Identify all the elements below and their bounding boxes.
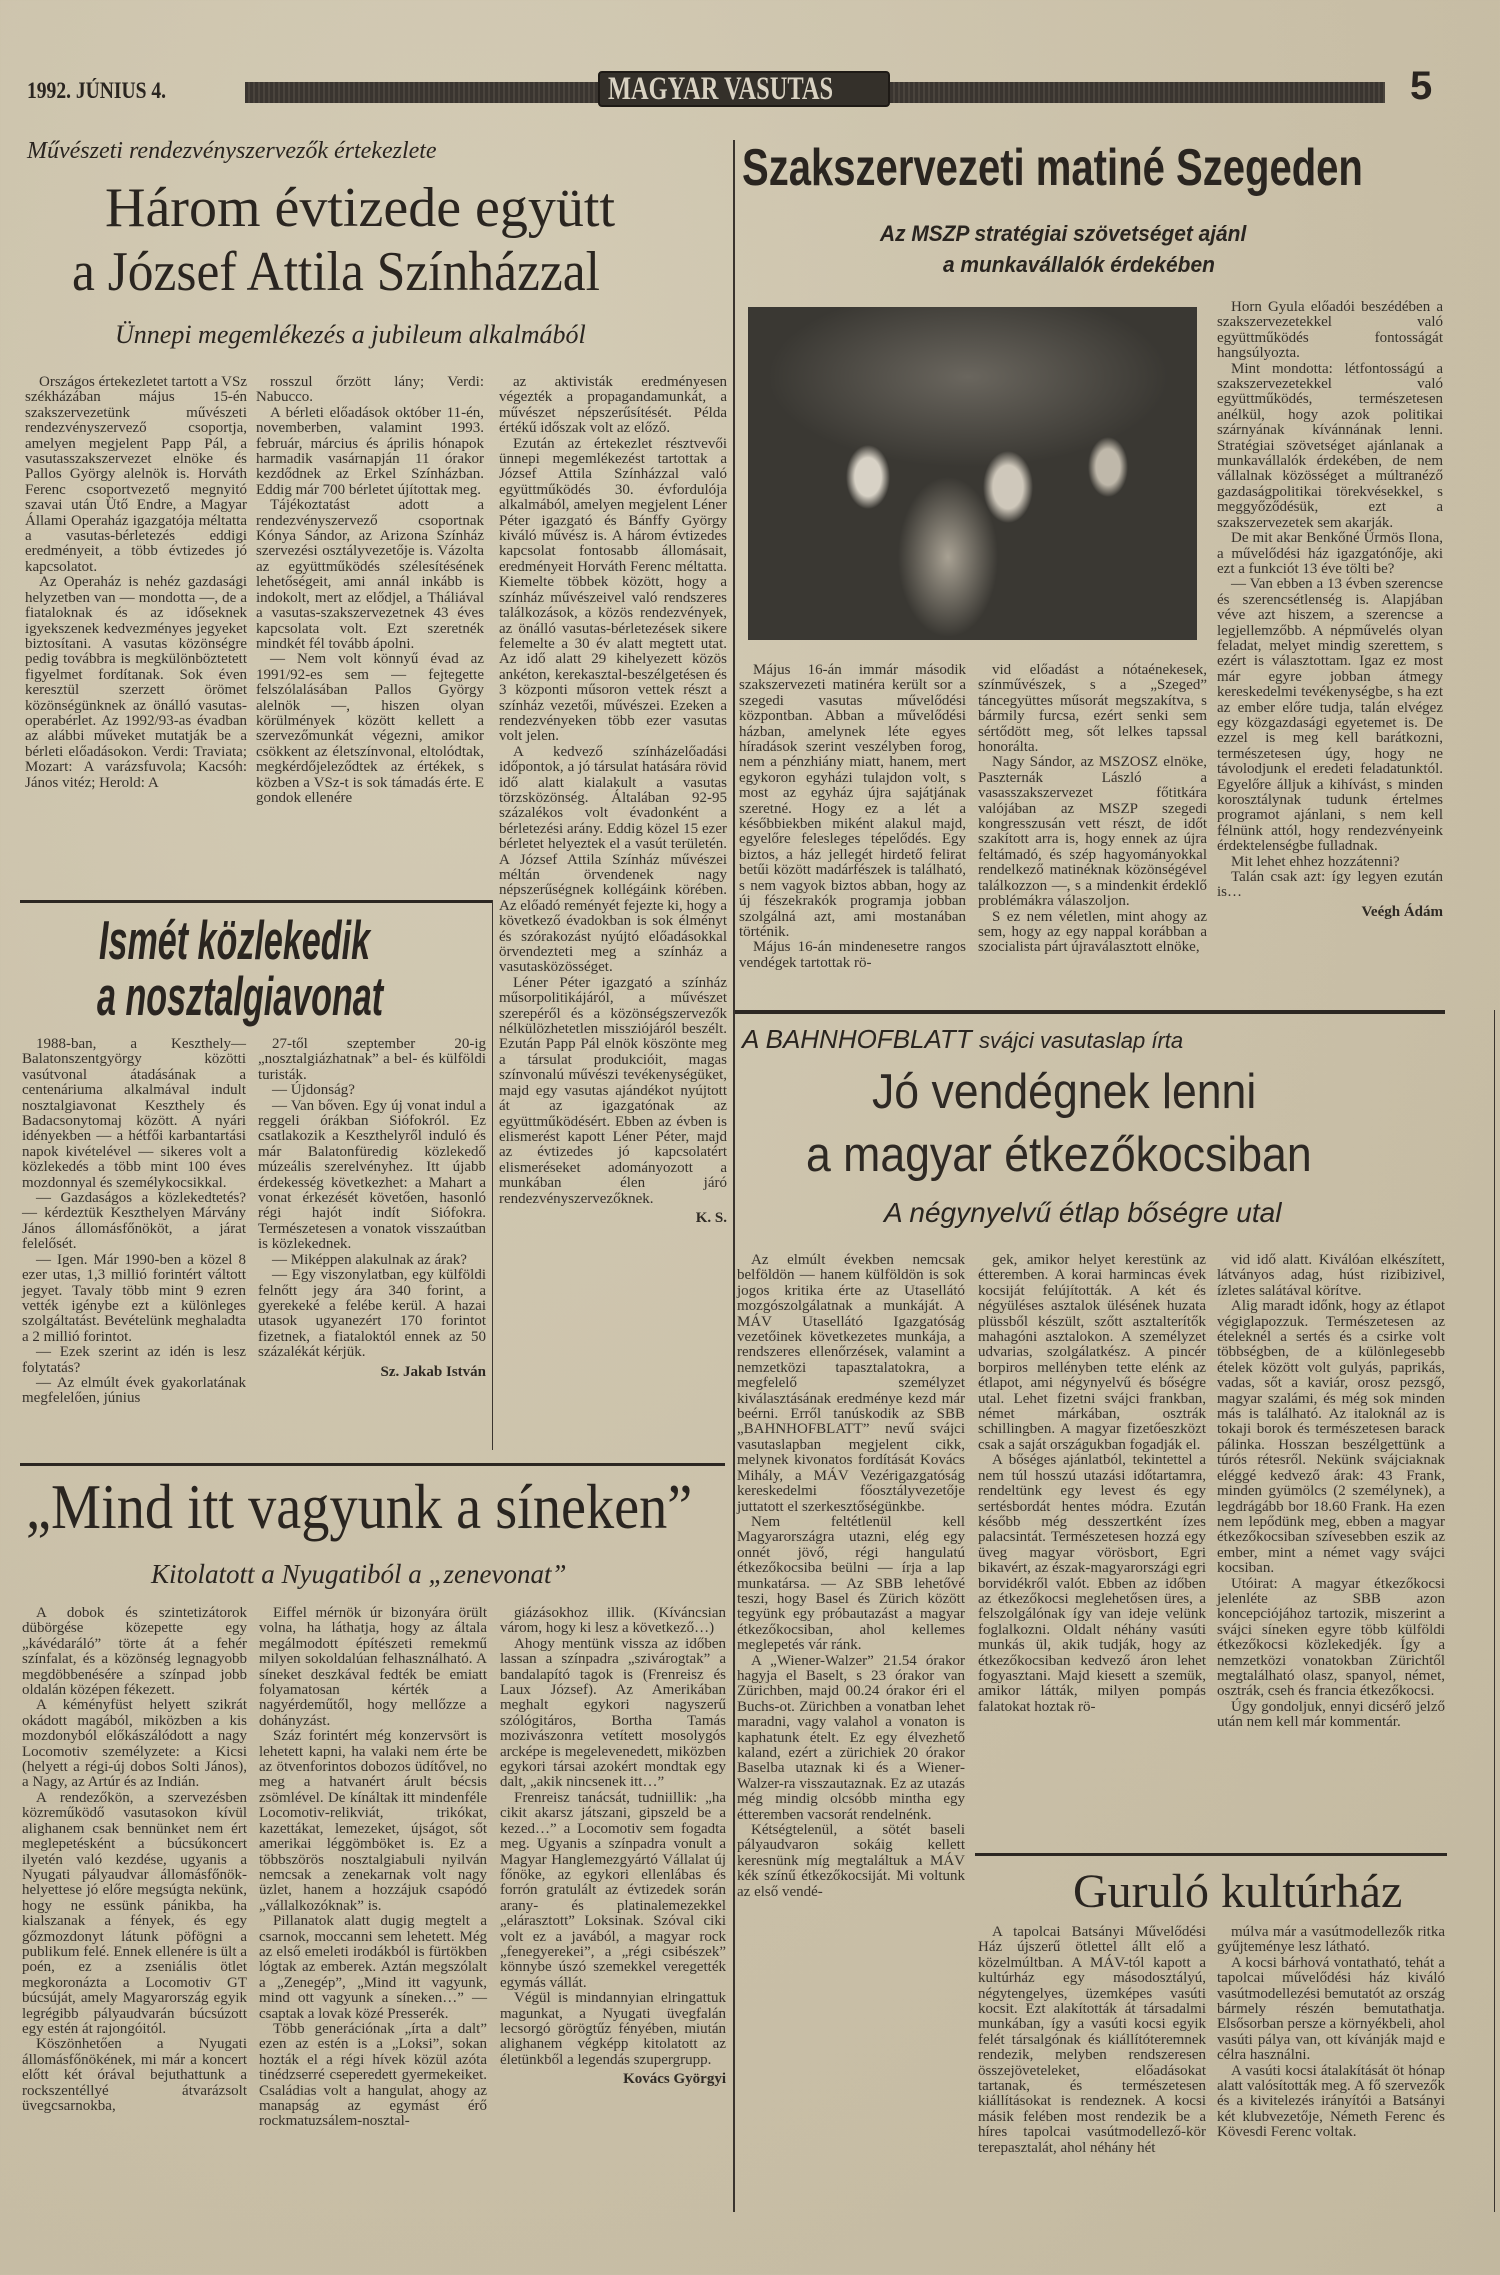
article-column — [25, 375, 247, 791]
masthead-band-right — [890, 82, 1385, 103]
divider — [733, 1010, 1445, 1014]
headline-text: „Mind itt vagyunk a síneken” — [26, 1471, 693, 1542]
paragraph: A tapolcai Batsányi Művelődési Ház újszerű ötlettel állt elő a közelmúltban. A MÁV-tól kapott a kultúrház egy másodosztályú, négytengelyes, üzemképes vasúti kocsit. Ezt alakították át társadalmi munkában, így a vasúti kocsi egyik felét társalgónak és kiállítóteremnek rendezik, melyben rendszeresen összejöveteleket, előadásokat tartanak, és természetesen kiállításokat is rendeznek. A kocsi másik felében most rendezik be a híres tapolcai vasútmodellező-kör terepasztalát, ahol néhány hét — [978, 1924, 1206, 2156]
paragraph: az aktivisták eredményesen végezték a propagandamunkát, a művészet népszerűsítését. Példa értékű időszak volt az előző. — [499, 374, 727, 437]
paragraph: Léner Péter igazgató a színház műsorpolitikájáról, a művészet szerepéről és a közönségszervezők nélkülözhetetlen missziójáról beszélt. Ezután Papp Pál elnök köszönte meg a társulat produkcióit, magas színvonalú művészi tevékenységüket, majd egy vasutas ajándékot nyújtott át az igazgatónak az együttműködésért. Ebben az évben is elismerést kapott Léner Péter, majd az évtizedes jó kapcsolatért elismeréseket adományozott a munkában élen járó rendezvényszervezőknek. — [499, 974, 727, 1207]
paragraph: Pillanatok alatt dugig megtelt a csarnok, moccanni sem lehetett. Még az első emeleti irodákból is fürtökben lógtak az emberek. Aztán megszólalt a „Zenegép”, „Mind itt vagyunk, mind ott vagyunk a síneken…” — csaptak a lovak közé Presserék. — [259, 1913, 487, 2022]
article-column — [1217, 1253, 1445, 1731]
subtitle: Kitolatott a Nyugatiból a „zenevonat” — [151, 1559, 567, 1589]
paragraph: — Nem volt könnyű évad az 1991/92-es sem — fejtegette felszólalásában Pallos György alelnök —, hiszen olyan körülmények között kellett a szervezőmunkát végezni, amikor csökkent az életszínvonal, eltolódtak, megkérdőjeleződtek az értékek, s közben a VSz-t is sok támadás érte. E gondok ellenére — [256, 651, 484, 806]
paragraph: Eiffel mérnök úr bizonyára örült volna, ha láthatja, hogy az általa megálmodott építészeti remekmű milyen sokoldalúan felhasználható. A síneket deszkával fedték be emiatt folyamatosan kérték a nagyérdeműtől, hogy mellőzze a dohányzást. — [259, 1605, 487, 1729]
newspaper-logo-text: MAGYAR VASUTAS — [608, 71, 834, 107]
paragraph: vid idő alatt. Kiválóan elkészített, látványos adag, húst rizibizivel, ízletes salátával körítve. — [1217, 1252, 1445, 1299]
headline-line: a nosztalgiavonat — [97, 965, 384, 1027]
article-column — [978, 1925, 1206, 2156]
paragraph: Ezután az értekezlet résztvevői ünnepi megemlékezést tartottak a József Attila Színházzal való együttműködés 30. évfordulója alkalmából, amelyen megjelent Léner Péter igazgató és Bánffy György kiváló művész is. A három évtizedes kapcsolat fontosabb állomásait, eredményeit Horváth Ferenc méltatta. Kiemelte többek között, hogy a színház művészeivel való rendszeres találkozások, a közös rendezvények, az önálló vasutas-bérletezések sikere felemelte a 30 év alatt megtett utat. Az idő alatt 29 kihelyezett közös ankéton, kerekasztal-beszélgetésen és 3 központi műsoron vettek részt a színház vezetői, művészei. Ezeken a rendezvényeken több ezer vasutas volt jelen. — [499, 435, 727, 745]
article-column — [978, 663, 1207, 956]
kicker — [742, 1024, 1183, 1056]
byline: Sz. Jakab István — [380, 1363, 486, 1380]
column-divider — [733, 1010, 735, 2212]
headline-line: a József Attila Színházzal — [72, 241, 600, 303]
paragraph: Köszönhetően a Nyugati állomásfőnökének, mi már a koncert előtt két órával bejuthattunk a rockszentéllyé átvarázsolt üvegcsarnokba, — [22, 2036, 247, 2114]
headline-text: Szakszervezeti matiné Szegeden — [742, 139, 1363, 197]
kicker-rest: svájci vasutaslap írta — [978, 1028, 1184, 1053]
byline: Veégh Ádám — [1361, 903, 1443, 920]
paragraph: A bőséges ajánlatból, tekintettel a nem túl hosszú utazási időtartamra, rendeltünk egy levest és egy sertésbordát hentes módra. Ezután később még desszertként ízes palacsintát. Természetesen hozzá egy üveg magyar vörösbort, Egri bikavért, az észak-magyarországi egri borvidékről valót. Ebben az időben az étkezőkocsi meglehetősen üres, a felszolgálónak így van ideje velünk foglalkozni. Oldalt néhány vasúti munkás ül, akik tudják, hogy az étkezőkocsiban kedvező áron lehet fogyasztani. Majd kiesett a szemük, amikor látták, milyen pompás falatokat hoztak rö- — [978, 1452, 1206, 1715]
paragraph: A kéményfüst helyett szikrát okádott magából, miközben a kis mozdonyból előkászálódott a nagy Locomotiv személyzete: a Kicsi (helyett a régi-új dobos Solti János), a Nagy, az Artúr és az Indián. — [22, 1697, 247, 1791]
headline-line: Ismét közlekedik — [99, 909, 371, 971]
paragraph: Mint mondotta: létfontosságú a szakszervezetekkel való együttműködés, természetesen anélkül, hogy azok politikai szárnyának kívánnának lenni. Stratégiai szövetséget ajánlanak a munkavállalók érdekében, de nem vállalnak közösséget a múltranéző gazdaságpolitikai törekvésekkel, s meggyőződésük, ezt a szakszervezetek sem akarják. — [1217, 360, 1443, 531]
paragraph: — Ezek szerint az idén is lesz folytatás? — [22, 1344, 246, 1376]
paragraph: 27-től szeptember 20-ig „nosztalgiázhatnak” a bel- és külföldi turisták. — [258, 1036, 486, 1083]
paragraph: Országos értekezletet tartott a VSz székházában május 15-én szakszervezetünk művészeti rendezvényszervező csoportja, amelyen megjelent Papp Pál, a vasutasszakszervezet elnöke és Pallos György alelnök is. Horváth Ferenc csoportvezető megnyitó szavai után Ütő Endre, a Magyar Állami Operaház igazgatója méltatta a vasutas-bérletezés eddigi eredményeit, a több évtizedes jó kapcsolatot. — [25, 374, 247, 575]
kicker: Művészeti rendezvényszervezők értekezlete — [27, 138, 437, 164]
paragraph: giázásokhoz illik. (Kíváncsian várom, hogy ki lesz a következő…) — [500, 1605, 726, 1637]
event-photo — [748, 307, 1197, 640]
paragraph: Nem feltétlenül kell Magyarországra utazni, elég egy onnét jövő, régi hangulatú étkezőkocsiba beülni — írja a lap munkatársa. — Az SBB lehetővé teszi, hogy Basel és Zürich között tegyünk egy próbautazást a magyar étkezőkocsiban, ahol kellemes meglepetés vár ránk. — [737, 1513, 965, 1654]
paragraph: Nagy Sándor, az MSZOSZ elnöke, Paszternák László a vasasszakszervezet főtitkára valójában az MSZP szegedi kongresszusán vett részt, de időt szakított arra is, hogy ennek az újra feltámadó, és szép hagyományokkal rendelkező matinéknak közönségével találkozzon —, s a mindenkit érdeklő problémákra válaszoljon. — [978, 754, 1207, 910]
paragraph: Horn Gyula előadói beszédében a szakszervezetekkel való együttműködés fontosságát hangsúlyozta. — [1217, 299, 1443, 362]
headline — [872, 1064, 1294, 1120]
article-column — [978, 1253, 1206, 1715]
article-column — [22, 1037, 246, 1407]
headline — [742, 138, 1500, 198]
paragraph: Frenreisz tanácsát, tudniillik: „ha cikit akarsz játszani, gipszeld be a kezed…” a Locomotiv sem fogadta meg. Ugyanis a színpadra vonult a Magyar Hanglemezgyártó Vállalat új főnöke, az egykori ellenlábas és forrón gratulált az évtizedek során arany- és platinalemezekkel „elárasztott” Loksinak. Szóval ciki volt ez a javából, a magyar rock „fenegyerekei”, a „régi csibészek” könnybe úszó szemekkel veregették egymás vállát. — [500, 1789, 726, 1991]
paragraph: gek, amikor helyet kerestünk az étteremben. A korai harmincas évek kocsiját felújították. A két és négyüléses asztalok ülésének huzata plüssből készült, szőtt asztalterítők mahagóni asztalokon. A személyzet udvarias, szolgálatkész. A pincér borpiros mellényben tette elénk az étlapot, ami négynyelvű és bőségre utal. Lehet fizetni svájci frankban, német márkában, osztrák schillingben. A magyar fizetőeszközt csak a saját országukban fogadják el. — [978, 1252, 1206, 1453]
newspaper-logo — [598, 71, 890, 107]
column-divider — [1494, 1010, 1495, 2212]
paragraph: Ahogy mentünk vissza az időben lassan a színpadra „szivárogtak” a bandalapító tagok is (Frenreisz és Laux József). Az Amerikában meghalt egykori nagyszerű szólógitáros, Bortha Tamás mozivászonra vetített mosolygós arcképe is megelevenedett, miközben egykori társai azokért mondtak egy dalt, „akik nincsenek itt…” — [500, 1635, 726, 1791]
article-column — [258, 1037, 486, 1380]
headline: Három évtizede együtt — [105, 177, 616, 239]
paragraph: — Az elmúlt évek gyakorlatának megfelelően, június — [22, 1374, 246, 1407]
issue-date-text: 1992. JÚNIUS 4. — [27, 78, 167, 103]
divider — [20, 900, 492, 903]
article-column — [737, 1253, 965, 1900]
paragraph: vid előadást a nótaénekesek, színművészek, s a „Szeged” táncegyüttes műsorát megszakítva, s bármily furcsa, ezért senki sem sértődött meg, sőt lelkes tapssal honorálta. — [978, 662, 1207, 756]
paragraph: — Újdonság? — [272, 1082, 355, 1099]
divider — [20, 1463, 725, 1466]
byline: Kovács Györgyi — [623, 2071, 726, 2088]
subtitle: Ünnepi megemlékezés a jubileum alkalmából — [115, 320, 586, 349]
article-column — [22, 1606, 247, 2114]
paragraph: A kocsi bárhová vontatható, tehát a tapolcai művelődési ház kiváló vasútmodellezési bemutatót az ország bármely részén bemutathatja. Elsősorban persze a környékbeli, ahol vasúti pálya van, ott kívánják majd e célra használni. — [1217, 1954, 1445, 2064]
headline-line: a magyar étkezőkocsiban — [806, 1128, 1312, 1182]
paragraph: A „Wiener-Walzer” 21.54 órakor hagyja el Baselt, s 23 órakor van Zürichben, majd 00.24 órakor éri el Buchs-ot. Zürichben a vonatban lehet maradni, vagy valahol a vonaton is kaphatunk ételt. Ez egy élvezhető kaland, ezért a zürichiek 20 órakor Baselba utaznak ki és a Wiener-Walzer-ra visszautaznak. Ez az utazás még mindig olcsóbb mintha egy étteremben vacsorát rendelnénk. — [737, 1652, 965, 1823]
masthead-band-left — [245, 82, 598, 103]
paragraph: De mit akar Benkőné Ürmös Ilona, a művelődési ház igazgatónője, aki ezt a funkciót 13 éve tölti be? — [1217, 530, 1443, 577]
paragraph: Úgy gondoljuk, ennyi dicsérő jelző után nem kell már kommentár. — [1217, 1698, 1445, 1731]
paragraph: — Van bőven. Egy új vonat indul a reggeli órákban Siófokról. Ez csatlakozik a Keszthelyről induló és már Balatonfüredig közlekedő múzeális szerelvényhez. Itt újabb érdekesség következhet: a Mahart a vonat érkezését követően, hasonló régi hajót indít Siófokra. Természetesen a vonatok visszaútban is közlekednek. — [258, 1097, 486, 1253]
paragraph: — Miképpen alakulnak az árak? — [272, 1251, 467, 1268]
byline: K. S. — [695, 1209, 727, 1226]
article-column — [259, 1606, 487, 2130]
paragraph: 1988-ban, a Keszthely—Balatonszentgyörgy közötti vasútvonal átadásának a centenáriuma alkalmával indult nosztalgiavonat Keszthely és Badacsonytomaj között. A nyári idényekben — a hétfői karbantartási napok kivételével — sikeres volt a közlekedés a több mint 100 éves mozdonnyal és személykocsikkal. — [22, 1036, 246, 1191]
article-column — [1217, 1925, 1445, 2141]
headline — [72, 242, 646, 302]
subtitle: A négynyelvű étlap bőségre utal — [884, 1197, 1282, 1228]
subtitle — [943, 251, 1229, 279]
paragraph: Alig maradt időnk, hogy az étlapot végiglapozzuk. Természetesen az ételeknél a sertés és a csirke volt többségben, de a különlegesebb ételek között volt gulyás, paprikás, vadas, sőt a kaviár, orosz pezsgő, magyar szalámi, és még sok minden más is található. Az italoknál az is tokaji borok és természetesen barack pálinka. Hosszan beszélgettünk a túrós rétesről. Nekünk svájciaknak eléggé kedvező árak: 43 Frank, minden gyümölcs (2 személynek), a legdrágább bor 18.60 Frank. Ha ezen nem lepődünk meg, ebben a magyar étkezőkocsiban szívesebben eszik az ember, mint a német vagy svájci kocsiban. — [1217, 1298, 1445, 1577]
column-divider — [492, 900, 493, 1450]
paragraph: — Igen. Már 1990-ben a közel 8 ezer utas, 1,3 millió forintért váltott jegyet. Tavaly több mint 9 ezren vették igénybe ezt a különleges szolgáltatást. Bevételünk meghaladta a 2 millió forintot. — [22, 1251, 246, 1345]
subtitle-line: a munkavállalók érdekében — [943, 252, 1215, 277]
paragraph: Az elmúlt években nemcsak belföldön — hanem külföldön is sok jogos kritika érte az Utasellátó mozgószolgálatnak a munkáját. A MÁV Utasellátó Igazgatóság vezetőinek következetes munkája, a rendszeres ellenőrzések, valamint a nemzetközi tapasztalatokra, a megfelelő személyzet kiválasztásának eredménye kezd már beérni. Erről tanúskodik az SBB „BAHNHOFBLATT” nevű svájci vasutaslapban megjelent cikk, melynek kivonatos fordítását Kovács Mihály, a MÁV Vezérigazgatóság kereskedelmi főosztályvezetője juttatott el szerkesztőségünkbe. — [737, 1252, 965, 1515]
paragraph: A dobok és szintetizátorok dübörgése közepette egy „kávédaráló” törte át a fehér színfalat, és a közönség legnagyobb megdöbbenésére a színpad jobb oldalán középen fékezett. — [22, 1605, 247, 1699]
paragraph: Május 16-án immár második szakszervezeti matinéra került sor a szegedi vasutas művelődési központban. Abban a művelődési házban, amelynek léte egyes híradások szerint veszélyben forog, nem a pénzhiány miatt, hanem, mert egykoron egyházi tulajdon volt, s most az egyház újra sajátjának szeretné. Hogy ez a lét a későbbiekben miként alakul majd, egyelőre felesleges tépelődés. Egy biztos, a ház jellegét hirdető felirat betűi között madárfészek is található, s nem vagyok biztos abban, hogy az új fészekrakók programja jobban szolgálná azt, ami mostanában történik. — [739, 662, 966, 940]
headline — [806, 1127, 1362, 1183]
page-number: 5 — [1410, 64, 1433, 108]
article-column — [739, 663, 966, 971]
article-column — [1217, 300, 1443, 920]
paragraph: rosszul őrzött lány; Verdi: Nabucco. — [256, 374, 484, 406]
paragraph: múlva már a vasútmodellezők ritka gyűjteménye lesz látható. — [1217, 1924, 1445, 1956]
headline: Guruló kultúrház — [1073, 1865, 1403, 1918]
article-column — [256, 375, 484, 806]
paragraph: A rendezőkön, a szervezésben közreműködő vasutasokon kívül alighanem csak bennünket nem ért meglepetésként a búcsúkoncert ilyetén való kezdése, ugyanis a Nyugati pályaudvar állomásfőnök-helyettese jó előre megsúgta nekünk, hogy ne essünk pánikba, ha kialszanak a fények, és egy gőzmozdonyt látunk pöfögni a publikum felé. Ennek ellenére is ült a poén, ez a zseniális ötlet megkoronázta a Locomotiv GT búcsúját, amely Magyarország egyik legrégibb pályaudvarán búcsúzott egy estén át rajongóitól. — [22, 1789, 247, 2037]
headline — [99, 910, 536, 970]
paragraph: Mit lehet ehhez hozzátenni? — [1231, 853, 1400, 870]
subtitle-line: Az MSZP stratégiai szövetséget ajánl — [880, 221, 1247, 246]
paragraph: Május 16-án mindenesetre rangos vendégek tartottak rö- — [739, 939, 966, 971]
paragraph: Tájékoztatást adott a rendezvényszervező csoportnak Kónya Sándor, az Arizona Színház szervezési osztályvezetője is. Vázolta az együttműködés szélesítésének lehetőségeit, ami annál inkább is indokolt, mert az elődjel, a Tháliával a vasutas-szakszervezetnek 43 éves kapcsolata volt. Ezt szeretnék mindkét fél tovább ápolni. — [256, 497, 484, 652]
article-column — [499, 375, 727, 1226]
headline-line: Jó vendégnek lenni — [872, 1065, 1257, 1119]
headline — [97, 966, 558, 1026]
issue-date — [27, 78, 191, 104]
paragraph: A vasúti kocsi átalakítását öt hónap alatt valósították meg. A fő szervezők és a kivitelezés irányítói a Batsányi két klubvezetője, Németh Ferenc és Kövesdi Ferenc voltak. — [1217, 2062, 1445, 2141]
headline — [26, 1472, 783, 1542]
article-column — [500, 1606, 726, 2088]
paragraph: Száz forintért még konzervsört is lehetett kapni, ha valaki nem érte be az ötvenforintos dobozos üdítővel, no meg a hatvanért árult bécsis zsömlével. De kínáltak itt mindenféle Locomotiv-relikviát, trikókat, kazettákat, lemezeket, újságot, sőt amerikai léggömböket is. Ez a többszörös nosztalgiabuli nyilván nemcsak a zenekarnak volt nagy üzlet, hanem a hozzájuk csapódó „vállalkozóknak” is. — [259, 1728, 487, 1914]
paragraph: Utóirat: A magyar étkezőkocsi jelenléte az SBB azon koncepciójához tartozik, miszerint a svájci síneken egyre több külföldi étkezőkocsi közlekedjék. Így a nemzetközi vonatokban Zürichtől megtalálható olasz, spanyol, német, osztrák, cseh és francia étkezőkocsi. — [1217, 1575, 1445, 1700]
paragraph: Végül is mindannyian elringattuk magunkat, a Nyugati üvegfalán lecsorgó görögtűz fényében, miután alighanem végképp kitolatott az életünkből a legendás szupergrupp. — [500, 1990, 726, 2068]
paragraph: A kedvező színházelőadási időpontok, a jó társulat hatására rövid idő alatt kialakult a vasutas törzsközönség. Általában 92-95 százalékos volt évadonként a bérletezési arány. Eddig közel 15 ezer bérletet helyeztek el a vasút területén. A József Attila Színház művészei méltán örvendenek nagy népszerűségnek kollégáink körében. Az előadó reményét fejezte ki, hogy a következő évadokban is sok élményt és szórakozást nyújtó előadásokkal örvendezteti meg a színház a vasutasközösséget. — [499, 743, 727, 976]
paragraph: Kétségtelenül, a sötét baseli pályaudvaron sokáig kellett keresnünk míg megtaláltuk a MÁV kék színű étkezőkocsiját. Mi voltunk az első vendé- — [737, 1822, 965, 1900]
paragraph: Talán csak azt: így legyen ezután is… — [1217, 869, 1443, 901]
paragraph: S ez nem véletlen, mint ahogy az sem, hogy az egy nappal korábban a szocialista párt újraválasztott elnöke, — [978, 908, 1207, 956]
subtitle — [880, 220, 1266, 248]
paragraph: Az Operaház is nehéz gazdasági helyzetben van — mondotta —, de a fiataloknak és az időseknek igyekszenek kedvezményes jegyeket biztosítani. A vasutas közönségre pedig továbbra is megkülönböztetett figyelmet fordítanak. Sok éven keresztül szerzett örömet közönségünknek az önálló vasutas-operabérlet. Az 1992/93-as évadban az alábbi műveket mutatják be a bérleti előadásokon. Verdi: Traviata; Mozart: A varázsfuvola; Kacsóh: János vitéz; Herold: A — [25, 574, 247, 791]
paragraph: A bérleti előadások október 11-én, novemberben, valamint 1993. február, március és április hónapok harmadik vasárnapján 11 órakor kezdődnek az Erkel Színházban. Eddig már 700 bérletet újítottak meg. — [256, 404, 484, 498]
paragraph: — Van ebben a 13 évben szerencse és szerencsétlenség is. Alapjában véve azt hiszem, a szerencse a legjellemzőbb. A népművelés olyan feladat, melyet mindig szerettem, s ezért is választottam. Igaz ez most már egyre jobban átmegy kereskedelmi tevékenységbe, s ha ezt az ember előre tudja, talán elvégez egy közgazdasági egyetemet is. De ezzel is meg kell barátkozni, természetesen úgy, hogy ne távolodjunk el eredeti feladatunktól. Egyelőre álljuk a kihívást, s minden korosztálynak tudunk értelmes programot ajánlani, s nem kell félnünk attól, hogy rendezvényeink érdektelenségbe fulladnak. — [1217, 576, 1443, 855]
paragraph: — Egy viszonylatban, egy külföldi felnőtt jegy ára 340 forint, a gyerekeké a felébe kerül. A hazai utasok ugyanezért 170 forintot fizetnek, a fiataloktól ennek az 50 százalékát kérjük. — [258, 1267, 486, 1361]
paragraph: — Gazdaságos a közlekedtetés? — kérdeztük Keszthelyen Márvány János állomásfőnököt, a járat felelősét. — [22, 1190, 246, 1253]
kicker-caps: A BAHNHOFBLATT — [742, 1024, 972, 1054]
divider — [975, 1853, 1447, 1856]
paragraph: Több generációnak „írta a dalt” ezen az estén is a „Loksi”, sokan hozták el a régi hívek közül azóta tinédzserré cseperedett gyermekeiket. Családias volt a hangulat, ahogy az manapság az egymást érő rockmatuzsálem-nosztal- — [259, 2020, 487, 2130]
